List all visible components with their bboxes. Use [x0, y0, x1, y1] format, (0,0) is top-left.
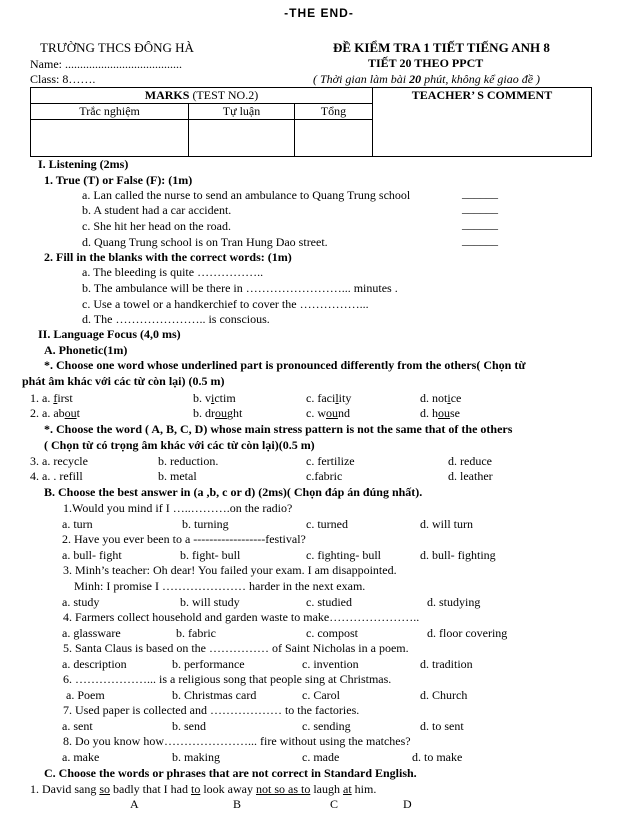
- q7-stem: 7. Used paper is collected and ……………… to the factories.: [63, 703, 360, 717]
- fill-a: a. The bleeding is quite ……………..: [82, 265, 264, 279]
- q8-opt-c: c. made: [302, 750, 340, 764]
- phonetic-q1-d: d. notice: [420, 391, 462, 405]
- phonetic-q2-b: b. drought: [193, 406, 243, 420]
- phonetic-q1-c: c. facility: [306, 391, 352, 405]
- q3-stem-2: Minh: I promise I ………………… harder in the next exam.: [74, 579, 366, 593]
- score-cell-3: [294, 120, 372, 157]
- q3-opt-d: d. studying: [427, 595, 481, 609]
- q8-opt-a: a. make: [62, 750, 100, 764]
- phonetic-q2-d: d. house: [420, 406, 460, 420]
- stress-q4-c: c.fabric: [306, 469, 343, 483]
- q6-opt-c: c. Carol: [302, 688, 340, 702]
- q6-opt-b: b. Christmas card: [172, 688, 257, 702]
- tf-a: a. Lan called the nurse to send an ambulance to Quang Trung school: [82, 188, 411, 202]
- error-label-c: C: [330, 797, 339, 811]
- the-end-banner: -THE END-: [284, 6, 354, 20]
- error-label-a: A: [130, 797, 139, 811]
- error-q1: 1. David sang so badly that I had to look away not so as to laugh at him.: [30, 782, 377, 796]
- q7-opt-b: b. send: [172, 719, 206, 733]
- q6-stem: 6. ………………... is a religious song that people sing at Christmas.: [63, 672, 392, 686]
- fill-c: c. Use a towel or a handkerchief to cover the ……………...: [82, 297, 369, 311]
- stress-q4-b: b. metal: [158, 469, 197, 483]
- tf-blank-d: ______: [462, 233, 498, 247]
- exam-time: ( Thời gian làm bài 20 phút, không kể giao đề ): [313, 72, 541, 86]
- q2-opt-d: d. bull- fighting: [420, 548, 496, 562]
- q6-opt-a: a. Poem: [66, 688, 105, 702]
- section-listening: I. Listening (2ms): [38, 157, 129, 171]
- q4-opt-b: b. fabric: [176, 626, 216, 640]
- error-id-heading: C. Choose the words or phrases that are not correct in Standard English.: [44, 766, 417, 780]
- q5-opt-c: c. invention: [302, 657, 359, 671]
- phonetic-heading: A. Phonetic(1m): [44, 343, 128, 357]
- marks-header: MARKS (TEST NO.2): [31, 88, 373, 104]
- q4-opt-d: d. floor covering: [427, 626, 508, 640]
- q3-opt-c: c. studied: [306, 595, 352, 609]
- q7-opt-c: c. sending: [302, 719, 351, 733]
- phonetic-q2-a: 2. a. about: [30, 406, 80, 420]
- fill-b: b. The ambulance will be there in ……………………... minutes .: [82, 281, 398, 295]
- phonetic-q1-a: 1. a. first: [30, 391, 73, 405]
- q8-stem: 8. Do you know how…………………... fire without using the matches?: [63, 734, 411, 748]
- school-name: TRƯỜNG THCS ĐÔNG HÀ: [40, 40, 194, 55]
- phonetic-instruction-vn: phát âm khác với các từ còn lại) (0.5 m): [22, 374, 225, 388]
- phonetic-instruction: *. Choose one word whose underlined part is pronounced differently from the others( Chọn từ: [44, 358, 526, 372]
- tf-b: b. A student had a car accident.: [82, 203, 232, 217]
- error-label-d: D: [403, 797, 412, 811]
- col-trac-nghiem: Trắc nghiệm: [31, 104, 189, 120]
- phonetic-q1-b: b. victim: [193, 391, 236, 405]
- q2-opt-a: a. bull- fight: [62, 548, 122, 562]
- stress-q3-a: 3. a. recycle: [30, 454, 88, 468]
- q3-opt-b: b. will study: [180, 595, 240, 609]
- q6-opt-d: d. Church: [420, 688, 468, 702]
- q4-opt-c: c. compost: [306, 626, 358, 640]
- tf-d: d. Quang Trung school is on Tran Hung Dao street.: [82, 235, 328, 249]
- marks-table: [30, 87, 592, 157]
- q1-opt-d: d. will turn: [420, 517, 473, 531]
- tf-blank-b: ______: [462, 201, 498, 215]
- q8-opt-d: d. to make: [412, 750, 463, 764]
- name-line: Name: .......................................: [30, 57, 182, 71]
- col-tu-luan: Tự luận: [189, 104, 295, 120]
- q5-stem: 5. Santa Claus is based on the …………… of Saint Nicholas in a poem.: [63, 641, 409, 655]
- q8-opt-b: b. making: [172, 750, 220, 764]
- stress-q4-d: d. leather: [448, 469, 493, 483]
- score-cell-1: [31, 120, 189, 157]
- phonetic-q2-c: c. wound: [306, 406, 350, 420]
- stress-q3-c: c. fertilize: [306, 454, 355, 468]
- q1-opt-b: b. turning: [182, 517, 229, 531]
- exam-title: ĐỀ KIỂM TRA 1 TIẾT TIẾNG ANH 8: [333, 40, 550, 55]
- q1-opt-a: a. turn: [62, 517, 93, 531]
- fill-blanks-heading: 2. Fill in the blanks with the correct words: (1m): [44, 250, 292, 264]
- q4-stem: 4. Farmers collect household and garden waste to make…………………..: [63, 610, 420, 624]
- q5-opt-a: a. description: [62, 657, 127, 671]
- q1-opt-c: c. turned: [306, 517, 348, 531]
- score-cell-2: [189, 120, 295, 157]
- q3-opt-a: a. study: [62, 595, 100, 609]
- class-line: Class: 8…….: [30, 72, 96, 86]
- q3-stem: 3. Minh’s teacher: Oh dear! You failed your exam. I am disappointed.: [63, 563, 397, 577]
- q2-opt-b: b. fight- bull: [180, 548, 241, 562]
- fill-d: d. The ………………….. is conscious.: [82, 312, 270, 326]
- q2-stem: 2. Have you ever been to a ------------------festival?: [62, 532, 306, 546]
- stress-q3-d: d. reduce: [448, 454, 492, 468]
- tf-blank-a: ______: [462, 186, 498, 200]
- exam-period: TIẾT 20 THEO PPCT: [368, 56, 484, 70]
- q5-opt-b: b. performance: [172, 657, 245, 671]
- q4-opt-a: a. glassware: [62, 626, 121, 640]
- tf-blank-c: ______: [462, 217, 498, 231]
- teacher-comment-header: TEACHER’ S COMMENT: [373, 88, 592, 157]
- stress-q4-a: 4. a. . refill: [30, 469, 83, 483]
- stress-instruction-vn: ( Chọn từ có trọng âm khác với các từ còn lại)(0.5 m): [44, 438, 315, 452]
- true-false-heading: 1. True (T) or False (F): (1m): [44, 173, 193, 187]
- q7-opt-d: d. to sent: [420, 719, 464, 733]
- q2-opt-c: c. fighting- bull: [306, 548, 381, 562]
- section-language-focus: II. Language Focus (4,0 ms): [38, 327, 181, 341]
- stress-q3-b: b. reduction.: [158, 454, 219, 468]
- q1-stem: 1.Would you mind if I …..……….on the radio?: [63, 501, 293, 515]
- stress-instruction: *. Choose the word ( A, B, C, D) whose main stress pattern is not the same that of the others: [44, 422, 513, 436]
- best-answer-heading: B. Choose the best answer in (a ,b, c or d) (2ms)( Chọn đáp án đúng nhất).: [44, 485, 423, 499]
- q7-opt-a: a. sent: [62, 719, 93, 733]
- q5-opt-d: d. tradition: [420, 657, 473, 671]
- col-tong: Tổng: [294, 104, 372, 120]
- error-label-b: B: [233, 797, 242, 811]
- tf-c: c. She hit her head on the road.: [82, 219, 231, 233]
